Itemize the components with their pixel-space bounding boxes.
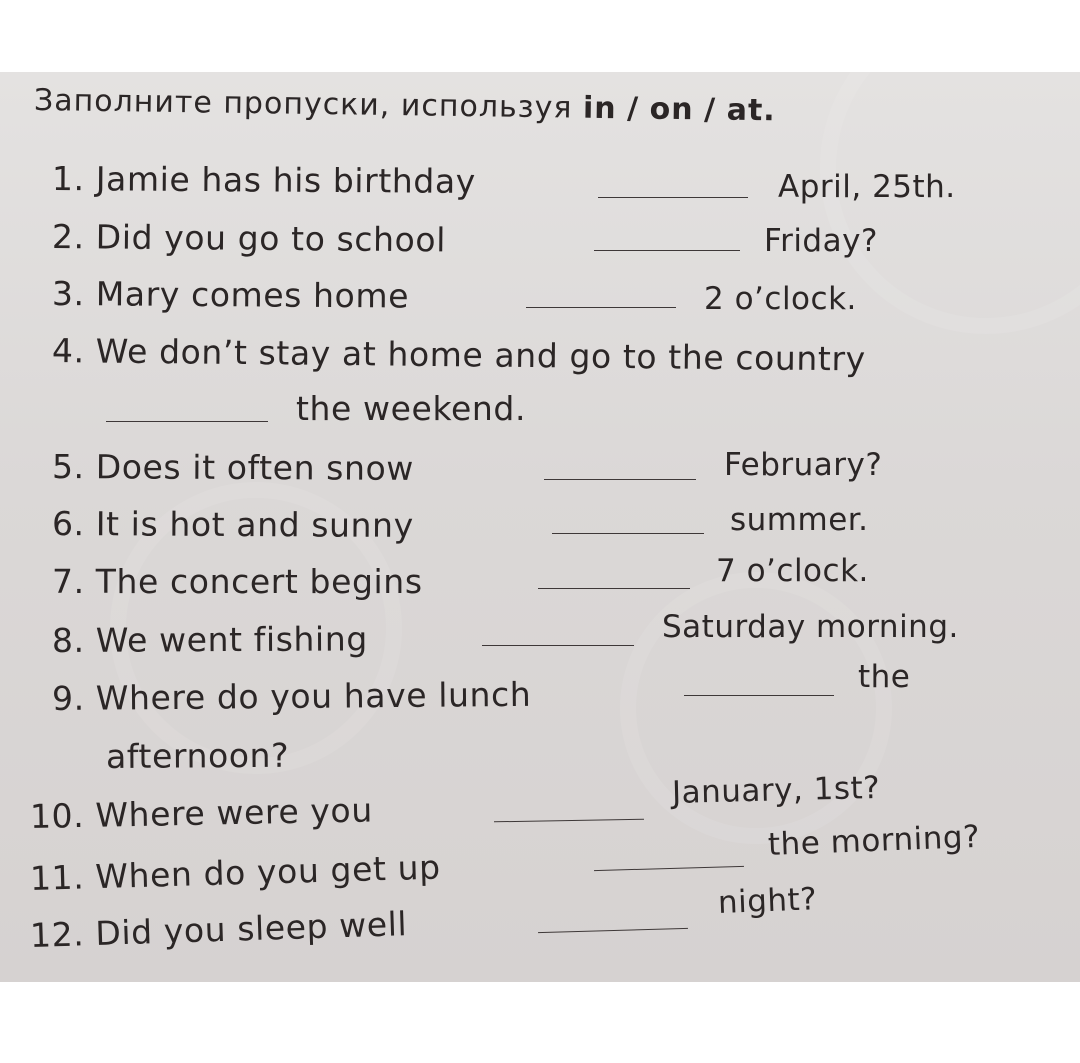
item-number: 2. <box>51 217 85 257</box>
item-text: It is hot and sunny <box>95 504 414 545</box>
item-text: Did you go to school <box>95 217 447 260</box>
item-number: 8. <box>51 620 85 660</box>
exercise-item-2 <box>51 217 447 260</box>
item-text: We don’t stay at home and go to the country <box>95 331 866 379</box>
item-after-text: April, 25th. <box>778 169 956 205</box>
option-separator: / <box>703 92 717 128</box>
item-after-text: 7 o’clock. <box>716 553 869 589</box>
item-text: The concert begins <box>95 562 423 601</box>
instruction-text: Заполните пропуски, используя <box>33 83 573 126</box>
item-number: 6. <box>51 504 85 544</box>
answer-blank[interactable] <box>594 250 740 251</box>
answer-blank[interactable] <box>552 533 704 534</box>
exercise-item-10 <box>29 790 374 836</box>
answer-blank[interactable] <box>598 197 748 198</box>
item-text: Jamie has his birthday <box>95 159 477 201</box>
item-number: 3. <box>51 274 85 314</box>
item-text: Where were you <box>94 790 374 835</box>
answer-blank[interactable] <box>106 421 268 422</box>
answer-blank[interactable] <box>538 588 690 589</box>
item-number: 12. <box>29 914 85 955</box>
option-separator: / <box>626 91 640 127</box>
item-after-text: February? <box>724 447 883 483</box>
answer-blank[interactable] <box>482 645 634 646</box>
option-on: on <box>649 91 694 128</box>
item-number: 10. <box>29 795 85 836</box>
item-after-text: Friday? <box>764 223 878 259</box>
item-text: Where do you have lunch <box>95 674 532 718</box>
item-continuation-text: afternoon? <box>105 735 290 776</box>
answer-blank[interactable] <box>526 307 676 308</box>
item-number: 9. <box>51 678 85 718</box>
item-number: 1. <box>51 159 85 199</box>
item-text: When do you get up <box>94 847 442 897</box>
item-text: Mary comes home <box>95 274 410 316</box>
exercise-item-7 <box>52 562 423 601</box>
exercise-item-6 <box>51 504 414 545</box>
item-after-text: Saturday morning. <box>662 609 959 645</box>
item-after-text: the morning? <box>767 818 981 863</box>
exercise-item-8 <box>51 619 368 660</box>
item-number: 4. <box>51 331 85 371</box>
item-number: 5. <box>51 447 85 487</box>
item-text: We went fishing <box>95 619 368 660</box>
item-text: Does it often snow <box>95 447 415 488</box>
item-text: Did you sleep well <box>94 904 408 953</box>
answer-blank[interactable] <box>684 695 834 696</box>
item-after-text: 2 o’clock. <box>704 281 857 317</box>
item-number: 11. <box>29 857 85 898</box>
item-after-text: the <box>858 659 911 695</box>
item-after-text: night? <box>717 881 818 921</box>
option-at: at. <box>726 92 776 129</box>
item-after-text: the weekend. <box>296 389 527 428</box>
item-number: 7. <box>52 562 85 601</box>
item-after-text: January, 1st? <box>671 769 881 811</box>
exercise-item-1 <box>51 159 477 201</box>
option-in: in <box>582 90 617 127</box>
exercise-item-4 <box>51 331 866 379</box>
exercise-item-9 <box>51 674 532 718</box>
answer-blank[interactable] <box>544 479 696 480</box>
exercise-item-5 <box>51 447 415 488</box>
item-after-text: summer. <box>730 502 869 538</box>
exercise-item-3 <box>51 274 410 316</box>
